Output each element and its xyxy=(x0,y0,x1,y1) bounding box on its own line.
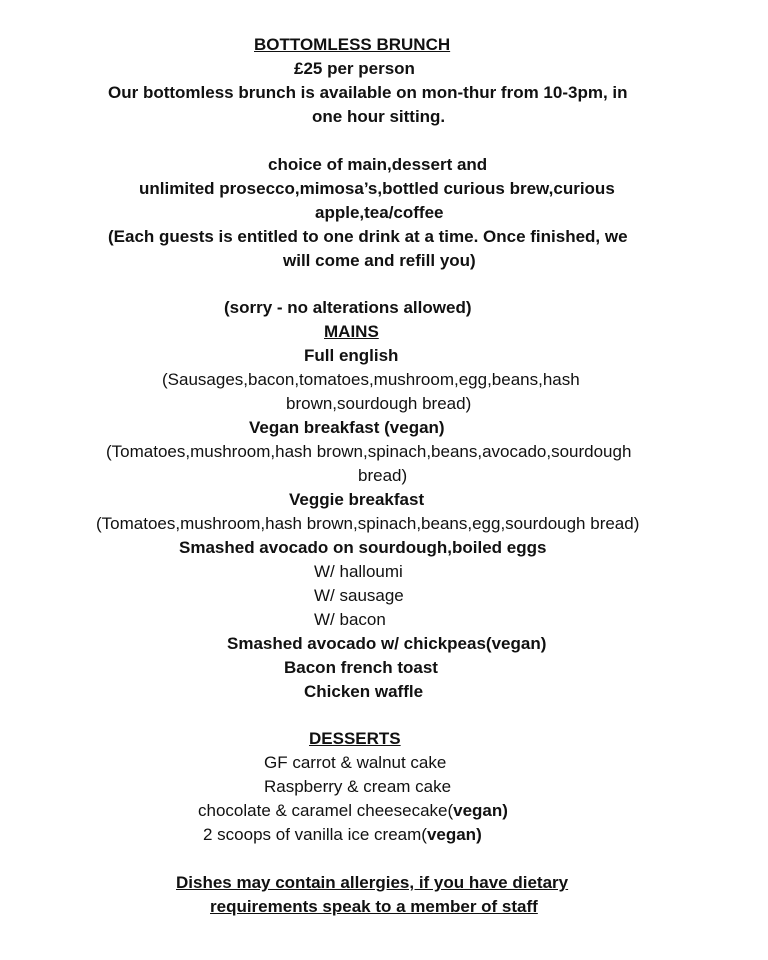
availability-line-2: one hour sitting. xyxy=(312,107,446,126)
dessert-raspberry-cake: Raspberry & cream cake xyxy=(264,777,452,796)
option-halloumi: W/ halloumi xyxy=(314,562,403,581)
desserts-heading: DESSERTS xyxy=(309,729,401,748)
offer-line-3: apple,tea/coffee xyxy=(315,203,444,222)
availability-line-1: Our bottomless brunch is available on mon-thur from 10-3pm, in xyxy=(108,83,628,102)
allergy-notice-line-2: requirements speak to a member of staff xyxy=(210,897,538,916)
ice-cream-vegan-tag: vegan) xyxy=(426,825,482,844)
offer-line-2: unlimited prosecco,mimosa’s,bottled curious brew,curious xyxy=(139,179,615,198)
no-alterations-note: (sorry - no alterations allowed) xyxy=(224,298,472,317)
veggie-breakfast-title: Veggie breakfast xyxy=(289,490,425,509)
offer-line-1: choice of main,dessert and xyxy=(268,155,488,174)
chickpeas-main-line xyxy=(227,632,546,656)
full-english-desc-2: brown,sourdough bread) xyxy=(286,394,472,413)
offer-line-4: (Each guests is entitled to one drink at a time. Once finished, we xyxy=(108,227,628,246)
bacon-french-toast-title: Bacon french toast xyxy=(284,658,438,677)
smashed-avocado-title: Smashed avocado on sourdough,boiled eggs xyxy=(179,538,547,557)
vegan-breakfast-desc-2: bread) xyxy=(358,466,408,485)
dessert-carrot-cake: GF carrot & walnut cake xyxy=(264,753,447,772)
option-bacon: W/ bacon xyxy=(314,610,386,629)
option-sausage: W/ sausage xyxy=(314,586,404,605)
allergy-notice-line-1: Dishes may contain allergies, if you have dietary xyxy=(176,873,569,892)
offer-line-5: will come and refill you) xyxy=(283,251,476,270)
mains-heading: MAINS xyxy=(324,322,379,341)
chickpeas-main-title: Smashed avocado w/ chickpeas xyxy=(227,634,486,653)
full-english-desc-1: (Sausages,bacon,tomatoes,mushroom,egg,beans,hash xyxy=(162,370,580,389)
veggie-breakfast-desc: (Tomatoes,mushroom,hash brown,spinach,beans,egg,sourdough bread) xyxy=(96,514,640,533)
vegan-breakfast-title: Vegan breakfast (vegan) xyxy=(249,418,445,437)
ice-cream-name: 2 scoops of vanilla ice cream( xyxy=(203,825,427,844)
chickpeas-vegan-tag: (vegan) xyxy=(485,634,547,653)
cheesecake-name: chocolate & caramel cheesecake( xyxy=(198,801,454,820)
dessert-ice-cream xyxy=(203,823,482,847)
price: £25 per person xyxy=(294,59,415,78)
cheesecake-vegan-tag: vegan) xyxy=(453,801,508,820)
dessert-cheesecake xyxy=(198,799,508,823)
vegan-breakfast-desc-1: (Tomatoes,mushroom,hash brown,spinach,beans,avocado,sourdough xyxy=(106,442,632,461)
full-english-title: Full english xyxy=(304,346,399,365)
chicken-waffle-title: Chicken waffle xyxy=(304,682,424,701)
menu-title: BOTTOMLESS BRUNCH xyxy=(254,35,451,54)
